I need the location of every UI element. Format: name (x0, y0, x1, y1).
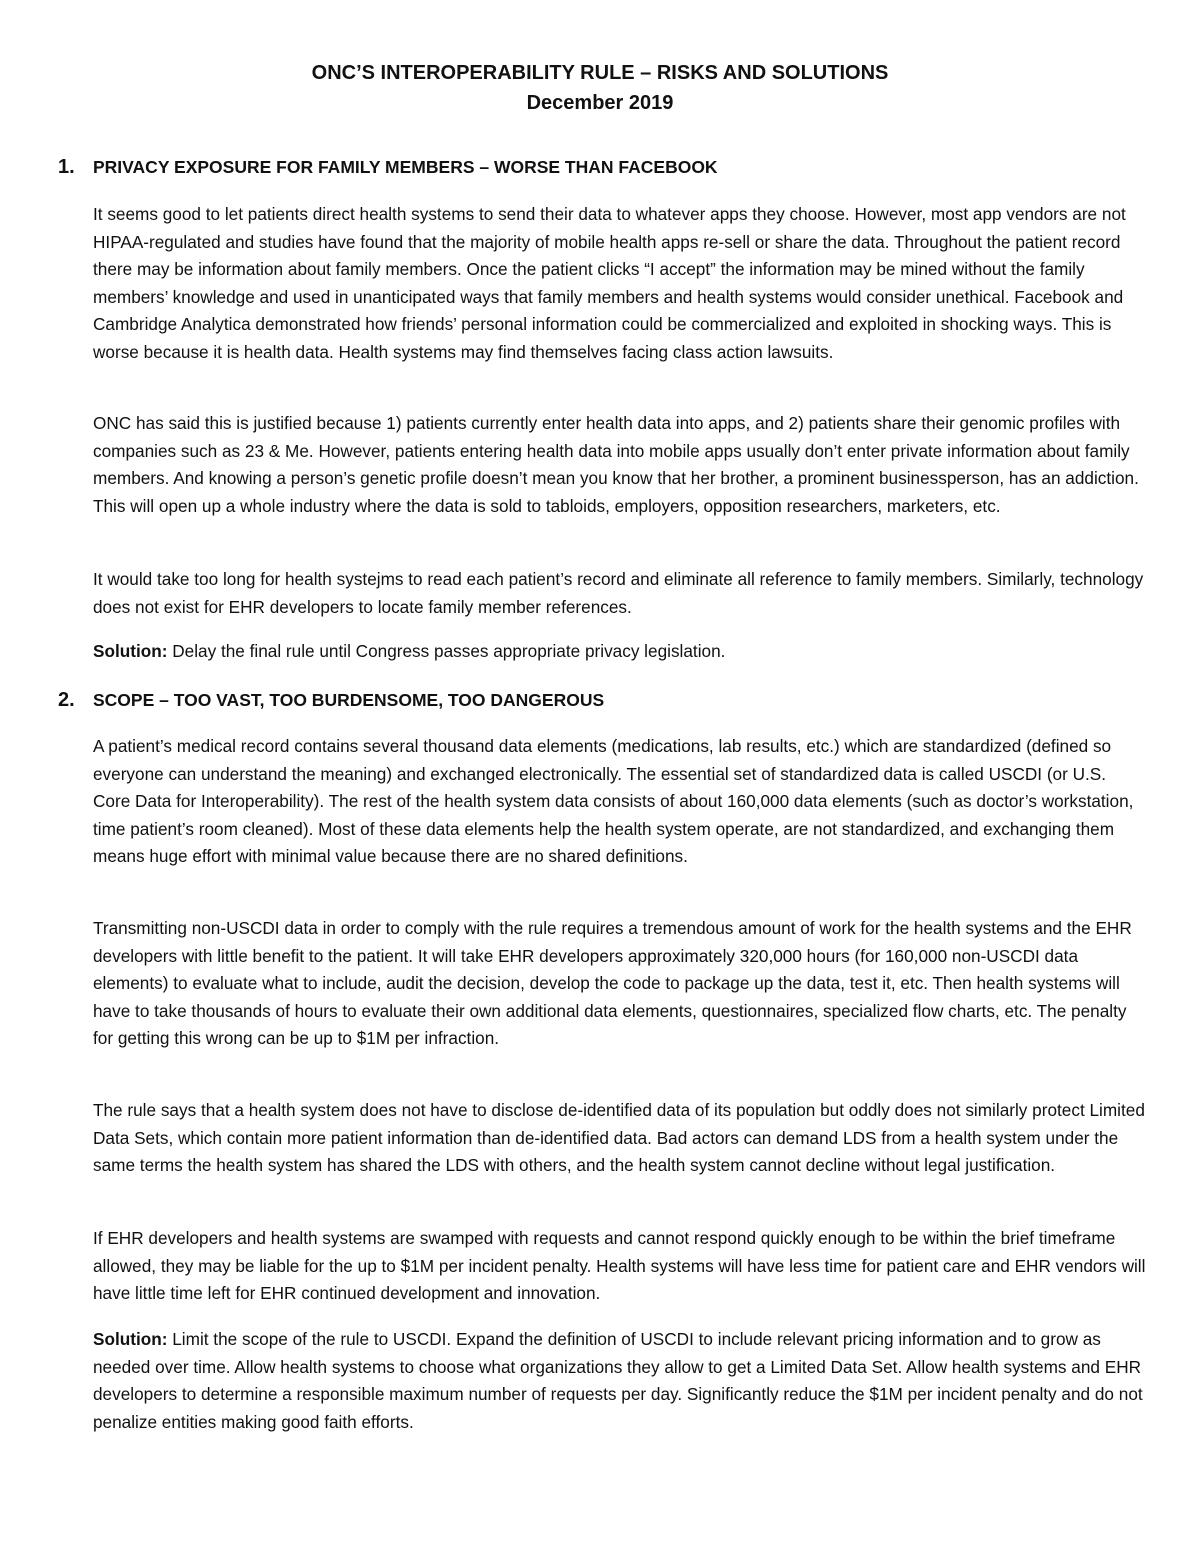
section-2-heading (58, 688, 604, 712)
section-2-paragraph-2: Transmitting non-USCDI data in order to comply with the rule requires a tremendous amount of work for the health systems and the EHR developers with little benefit to the patient. It will take EHR developers approximately 320,000 hours (for 160,000 non-USCDI data elements) to evaluate what to include, audit the decision, develop the code to package up the data, test it, etc. Then health systems will have to take thousands of hours to evaluate their own additional data elements, questionnaires, specialized flow charts, etc. The penalty for getting this wrong can be up to $1M per infraction. (93, 918, 1132, 1049)
document-date: December 2019 (526, 92, 674, 114)
document-title: ONC’S INTEROPERABILITY RULE – RISKS AND SOLUTIONS (311, 62, 889, 84)
section-2-paragraph-4: If EHR developers and health systems are swamped with requests and cannot respond quickly enough to be within the brief timeframe allowed, they may be liable for the up to $1M per incident penalty. Health systems will have less time for patient care and EHR vendors will have little time left for EHR continued development and innovation. (93, 1228, 1146, 1304)
section-1-number: 1. (58, 156, 75, 178)
section-2-solution-text: Limit the scope of the rule to USCDI. Expand the definition of USCDI to include relevant pricing information and to grow as needed over time. Allow health systems to choose what organizations they allow to get a Limited Data Set. Allow health systems and EHR developers to determine a responsible maximum number of requests per day. Significantly reduce the $1M per incident penalty and do not penalize entities making good faith efforts. (93, 1329, 1143, 1432)
section-2-solution-label: Solution: (93, 1329, 168, 1349)
section-1-solution-text: Delay the final rule until Congress passes appropriate privacy legislation. (167, 641, 726, 661)
section-1-paragraph-2: ONC has said this is justified because 1) patients currently enter health data into apps, and 2) patients share their genomic profiles with companies such as 23 & Me. However, patients entering health data into mobile apps usually don’t enter private information about family members. And knowing a person’s genetic profile doesn’t mean you know that her brother, a prominent businessperson, has an addiction. This will open up a whole industry where the data is sold to tabloids, employers, opposition researchers, marketers, etc. (93, 413, 1139, 516)
section-2-paragraph-1: A patient’s medical record contains several thousand data elements (medications, lab results, etc.) which are standardized (defined so everyone can understand the meaning) and exchanged electronically. The essential set of standardized data is called USCDI (or U.S. Core Data for Interoperability). The rest of the health system data consists of about 160,000 data elements (such as doctor’s workstation, time patient’s room cleaned). Most of these data elements help the health system operate, are not standardized, and exchanging them means huge effort with minimal value because there are no shared definitions. (93, 736, 1134, 867)
section-1-solution (93, 638, 1148, 666)
section-1-heading (58, 155, 718, 179)
section-1-solution-label: Solution: (93, 641, 168, 661)
section-1-paragraph-1: It seems good to let patients direct health systems to send their data to whatever apps they choose. However, most app vendors are not HIPAA-regulated and studies have found that the majority of mobile health apps re-sell or share the data. Throughout the patient record there may be information about family members. Once the patient clicks “I accept” the information may be mined without the family members’ knowledge and used in unanticipated ways that family members and health systems would consider unethical. Facebook and Cambridge Analytica demonstrated how friends’ personal information could be commercialized and exploited in shocking ways. This is worse because it is health data. Health systems may find themselves facing class action lawsuits. (93, 204, 1126, 362)
section-2-title: SCOPE – TOO VAST, TOO BURDENSOME, TOO DANGEROUS (93, 690, 605, 710)
section-2-solution (93, 1326, 1148, 1436)
section-2-paragraph-3: The rule says that a health system does not have to disclose de-identified data of its population but oddly does not similarly protect Limited Data Sets, which contain more patient information than de-identified data. Bad actors can demand LDS from a health system under the same terms the health system has shared the LDS with others, and the health system cannot decline without legal justification. (93, 1100, 1145, 1176)
section-1-title: PRIVACY EXPOSURE FOR FAMILY MEMBERS – WORSE THAN FACEBOOK (93, 157, 718, 177)
section-1-paragraph-3: It would take too long for health systejms to read each patient’s record and eliminate all reference to family members. Similarly, technology does not exist for EHR developers to locate family member references. (93, 569, 1144, 617)
section-2-number: 2. (58, 689, 75, 711)
